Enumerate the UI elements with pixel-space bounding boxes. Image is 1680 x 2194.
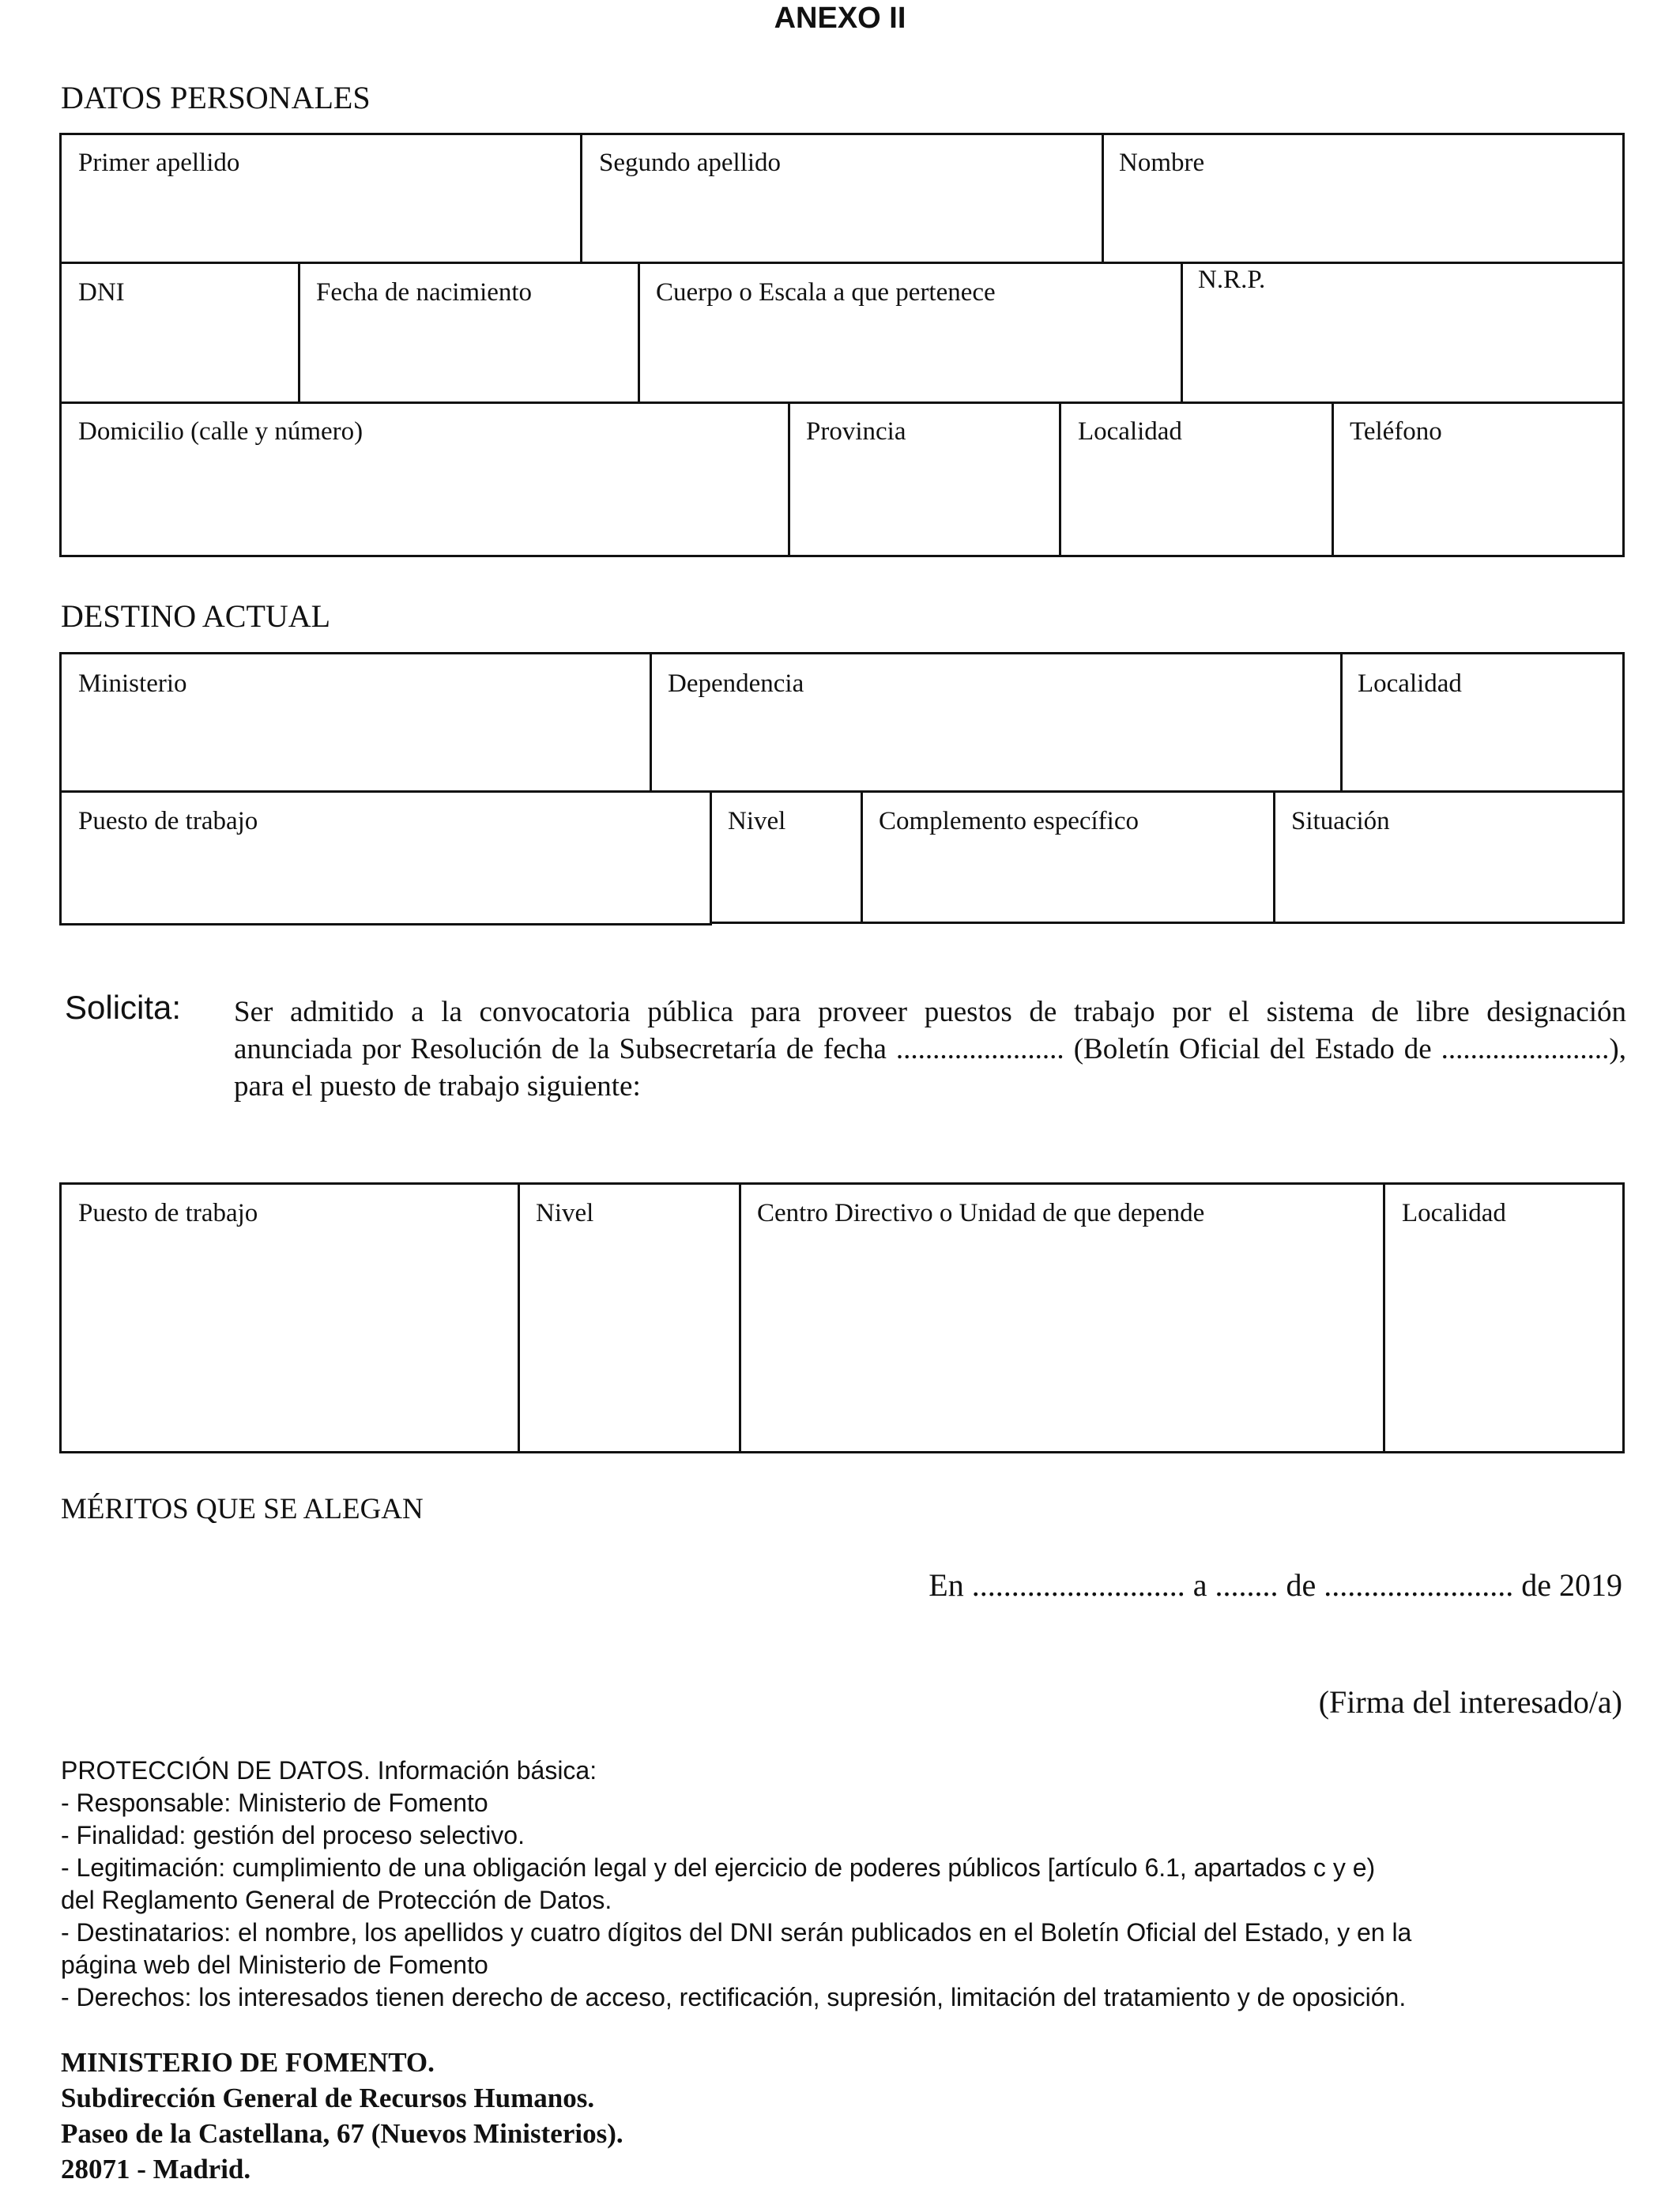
proteccion-datos-line: del Reglamento General de Protección de Datos. (61, 1886, 612, 1914)
direccion-line: Paseo de la Castellana, 67 (Nuevos Ministerios). (61, 2118, 623, 2149)
domicilio-field[interactable]: Domicilio (calle y número) (78, 417, 363, 446)
table-border (1622, 1182, 1625, 1453)
table-border (59, 262, 1625, 264)
proteccion-datos-line: - Legitimación: cumplimiento de una obligación legal y del ejercicio de poderes públicos [artículo 6.1, apartados c y e) (61, 1853, 1376, 1882)
table-border (59, 1182, 1625, 1185)
provincia-field[interactable]: Provincia (806, 417, 906, 446)
solicita-line-1: Ser admitido a la convocatoria pública para proveer puestos de trabajo por el sistema de libre designación (234, 996, 1626, 1028)
ministerio-field[interactable]: Ministerio (78, 669, 187, 698)
destino-localidad-field[interactable]: Localidad (1358, 669, 1462, 698)
direccion-line: MINISTERIO DE FOMENTO. (61, 2047, 435, 2078)
telefono-field[interactable]: Teléfono (1350, 417, 1442, 446)
proteccion-datos-line: - Responsable: Ministerio de Fomento (61, 1789, 488, 1817)
solicita-line-3: para el puesto de trabajo siguiente: (234, 1070, 641, 1103)
direccion-line: 28071 - Madrid. (61, 2154, 251, 2185)
proteccion-datos-line: PROTECCIÓN DE DATOS. Información básica: (61, 1756, 597, 1785)
table-border (638, 262, 640, 404)
table-border (1340, 652, 1343, 793)
table-border (739, 1182, 741, 1453)
table-border (861, 790, 863, 924)
nrp-field[interactable]: N.R.P. (1198, 266, 1266, 294)
proteccion-datos-line: - Derechos: los interesados tienen derecho de acceso, rectificación, supresión, limitación del tratamiento y de oposición. (61, 1983, 1407, 2011)
direccion-line: Subdirección General de Recursos Humanos. (61, 2083, 595, 2113)
solicita-line-2: anunciada por Resolución de la Subsecretaría de fecha ....................... (Boletín Oficial del Estado de .......................), (234, 1033, 1626, 1065)
table-border (59, 133, 1625, 135)
fecha-nacimiento-field[interactable]: Fecha de nacimiento (316, 278, 533, 307)
proteccion-datos-line: - Finalidad: gestión del proceso selectivo. (61, 1821, 525, 1849)
table-border (1622, 133, 1625, 557)
table-border (59, 1182, 62, 1453)
table-border (1383, 1182, 1385, 1453)
table-border (1181, 262, 1183, 404)
puesto-solicitado-field[interactable]: Puesto de trabajo (78, 1199, 258, 1227)
table-border (580, 133, 582, 264)
table-border (710, 790, 712, 925)
table-border (59, 401, 1625, 404)
table-border (788, 401, 790, 557)
destino-actual-heading: DESTINO ACTUAL (61, 598, 331, 634)
table-border (1273, 790, 1275, 924)
table-border (1102, 133, 1104, 264)
datos-personales-heading: DATOS PERSONALES (61, 80, 371, 115)
nivel-actual-field[interactable]: Nivel (728, 807, 786, 835)
cuerpo-escala-field[interactable]: Cuerpo o Escala a que pertenece (656, 278, 996, 307)
nivel-solicitado-field[interactable]: Nivel (536, 1199, 594, 1227)
centro-directivo-field[interactable]: Centro Directivo o Unidad de que depende (757, 1199, 1205, 1227)
dependencia-field[interactable]: Dependencia (668, 669, 804, 698)
proteccion-datos-line: página web del Ministerio de Fomento (61, 1951, 488, 1979)
proteccion-datos-line: - Destinatarios: el nombre, los apellidos y cuatro dígitos del DNI serán publicados en el Boletín Oficial del Estado, y en la (61, 1918, 1412, 1947)
table-border (59, 652, 1625, 654)
table-border (59, 1451, 1625, 1453)
table-border (1332, 401, 1334, 557)
table-border (59, 133, 62, 557)
primer-apellido-field[interactable]: Primer apellido (78, 149, 240, 177)
solicita-label: Solicita: (65, 989, 182, 1026)
table-border (1059, 401, 1061, 557)
dni-field[interactable]: DNI (78, 278, 125, 307)
situacion-field[interactable]: Situación (1291, 807, 1390, 835)
localidad-solicitada-field[interactable]: Localidad (1402, 1199, 1506, 1227)
localidad-field[interactable]: Localidad (1078, 417, 1182, 446)
nombre-field[interactable]: Nombre (1119, 149, 1205, 177)
puesto-actual-field[interactable]: Puesto de trabajo (78, 807, 258, 835)
complemento-especifico-field[interactable]: Complemento específico (879, 807, 1139, 835)
table-border (298, 262, 300, 404)
table-border (1622, 652, 1625, 924)
table-border (59, 923, 712, 925)
firma-interesado[interactable]: (Firma del interesado/a) (1318, 1684, 1622, 1720)
page-title: ANEXO II (774, 2, 906, 35)
table-border (59, 790, 1625, 793)
meritos-heading: MÉRITOS QUE SE ALEGAN (61, 1493, 424, 1525)
table-border (518, 1182, 520, 1453)
table-border (650, 652, 652, 793)
table-border (59, 652, 62, 925)
table-border (59, 555, 1625, 557)
fecha-lugar-line[interactable]: En ........................... a ........ de ........................ de 2019 (929, 1567, 1622, 1603)
table-border (710, 922, 1625, 924)
segundo-apellido-field[interactable]: Segundo apellido (599, 149, 782, 177)
